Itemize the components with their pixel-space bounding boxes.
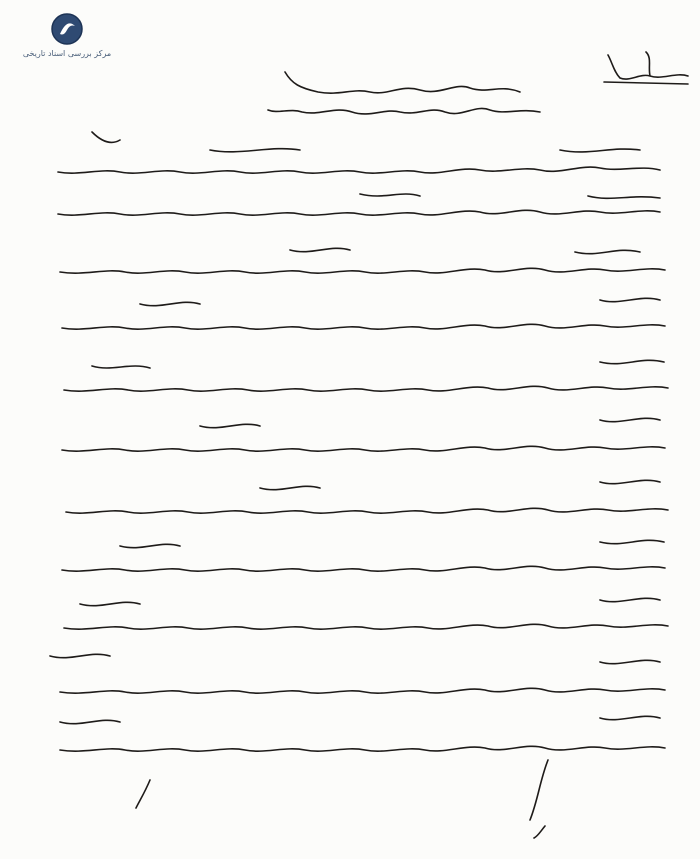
letter-body-line (64, 598, 668, 629)
letter-body-line (58, 194, 660, 215)
letter-body-line (60, 716, 665, 751)
letter-body-line (60, 248, 665, 273)
letter-body-line (64, 360, 668, 391)
letter-body-line (62, 540, 665, 571)
corner-mark (604, 52, 688, 84)
letter-body-line (62, 418, 665, 451)
signature-flourish (136, 760, 548, 838)
salutation-line (268, 72, 540, 114)
letter-body-line (50, 654, 665, 693)
archive-name: مرکز بررسی اسناد تاریخی (22, 49, 112, 58)
letter-body-line (66, 480, 668, 513)
letter-body-line (58, 132, 660, 173)
letter-body-line (62, 298, 665, 329)
